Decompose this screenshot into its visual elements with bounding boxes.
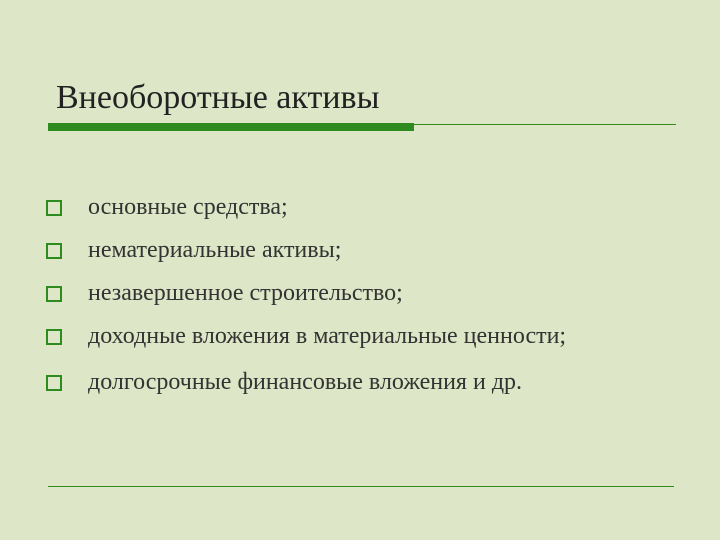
list-item — [46, 235, 686, 266]
bullet-text: нематериальные активы; — [88, 237, 342, 263]
hollow-square-icon — [46, 243, 62, 259]
hollow-square-icon — [46, 375, 62, 391]
bullet-list — [46, 192, 686, 410]
bullet-text: долгосрочные финансовые вложения и др. — [88, 369, 523, 395]
list-item — [46, 367, 686, 398]
bullet-text: незавершенное строительство; — [88, 280, 403, 306]
hollow-square-icon — [46, 286, 62, 302]
slide-title: Внеоборотные активы — [56, 79, 380, 116]
list-item — [46, 192, 686, 223]
list-item — [46, 321, 686, 352]
bullet-text: основные средства; — [88, 194, 288, 220]
title-underline-thick — [48, 123, 414, 131]
hollow-square-icon — [46, 200, 62, 216]
title-underline-thin — [414, 124, 676, 125]
hollow-square-icon — [46, 329, 62, 345]
list-item — [46, 278, 686, 309]
bullet-text: доходные вложения в материальные ценности; — [88, 323, 567, 349]
bottom-divider — [48, 486, 674, 487]
